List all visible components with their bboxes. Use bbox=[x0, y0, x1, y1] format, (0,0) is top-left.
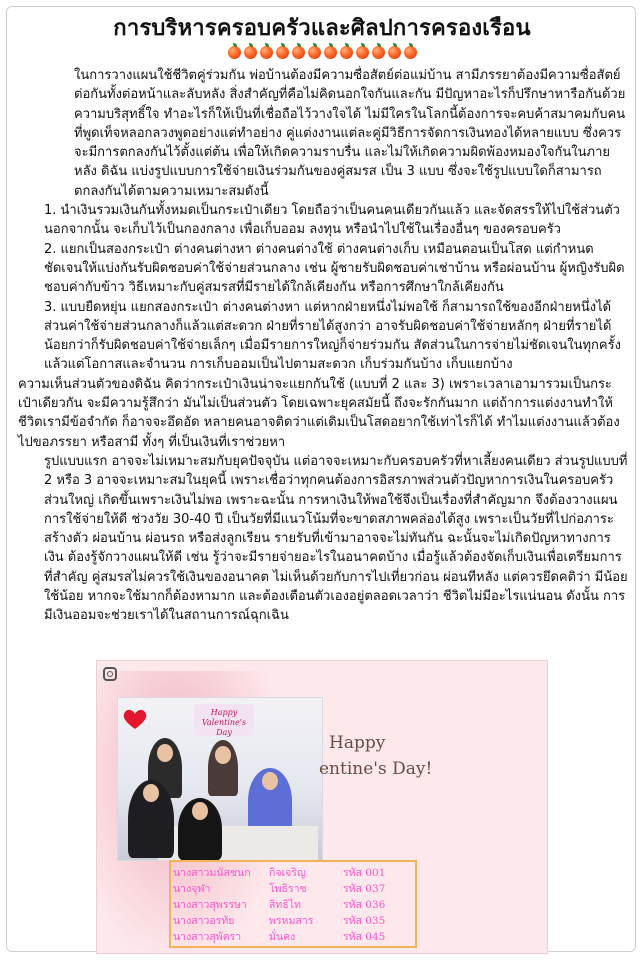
intro-paragraph: ในการวางแผนใช้ชีวิตคู่ร่วมกัน พ่อบ้านต้องมีความซื่อสัตย์ต่อแม่บ้าน สามีภรรยาต้องมีความซื่อสัตย์ต่อกันทั้งต่อหน้าและลับหลัง สิ่งสำคัญที่คือไม่คิดนอกใจกันและกัน มีปัญหาอะไรก็ปรึกษาหารือกันด้วยความบริสุทธิ์ใจ ทำอะไรก็ให้เป็นที่เชื่อถือไว้วางใจได้ ไม่มีใครในโลกนี้ต้องการจะคบค้าสมาคมกับคนที่พูดเท็จหลอกลวงพูดอย่างแต่ทำอย่าง คู่แต่งงานแต่ละคู่มีวิธีการจัดการเงินทองได้หลายแบบ ซึ่งควรจะมีการตกลงกันไว้ตั้งแต่ต้น เพื่อให้เกิดความราบรื่น และไม่ให้เกิดความผิดพ้องหมองใจกันในภายหลัง ดิฉัน แบ่งรูปแบบการใช้จ่ายเงินร่วมกันของคู่สมรส เป็น 3 แบบ ซึ่งจะใช้รูปแบบใดก็สามารถตกลงกันได้ตามความเหมาะสมดังนี้ bbox=[74, 68, 626, 199]
member-row bbox=[173, 881, 409, 897]
face bbox=[215, 746, 231, 764]
method-3-paragraph: 3. แบบยืดหยุ่น แยกสองกระเป๋า ต่างคนต่างหา แต่หากฝ่ายหนึ่งไม่พอใช้ ก็สามารถใช้ของอีกฝ่ายหนึ่งได้ ส่วนค่าใช้จ่ายส่วนกลางก็แล้วแต่สะดวก ฝ่ายที่รายได้สูงกว่า อาจรับผิดชอบค่าใช้จ่ายหลักๆ ฝ่ายที่รายได้น้อยกว่าก็รับผิดชอบค่าใช้จ่ายเล็กๆ เมื่อมีรายการใหญ่ก็จ่ายร่วมกัน สัดส่วนในการจ่ายไม่ชัดเจนในทุกครั้ง แล้วแต่โอกาสและจำนวน การเก็บออมเป็นไปตามสะดวก เก็บร่วมกันบ้าง เก็บแยกบ้าง bbox=[44, 299, 621, 373]
apple-icon bbox=[340, 46, 353, 59]
apple-icon bbox=[372, 46, 385, 59]
member-surname: มั่นคง bbox=[269, 931, 296, 943]
face bbox=[143, 784, 159, 802]
apple-decoration-row bbox=[0, 42, 644, 62]
apple-icon bbox=[260, 46, 273, 59]
face bbox=[192, 802, 208, 820]
member-name: นางสาวสุพัตรา bbox=[173, 931, 242, 943]
member-row bbox=[173, 865, 409, 881]
face bbox=[262, 772, 278, 790]
member-code: รหัส 001 bbox=[343, 867, 386, 879]
opinion-paragraph: ความเห็นส่วนตัวของดิฉัน คิดว่ากระเป๋าเงินน่าจะแยกกันใช้ (แบบที่ 2 และ 3) เพราะเวลาเอามารวมเป็นกระเป๋าเดียวกัน จะมีความรู้สึกว่า มันไม่เป็นส่วนตัว โดยเฉพาะยุคสมัยนี้ ถึงจะรักกันมาก แต่ถ้าการแต่งงานทำให้ชีวิตเรามีข้อจำกัด ก็อาจจะอึดอัด หลายคนอาจติดว่าแต่เดิมเป็นโสดอยากใช้เท่าไรก็ได้ ทำไมแต่งงานแล้วต้องไปขอภรรยา หรือสามี ทั้งๆ ที่เป็นเงินที่เราช่วยหา bbox=[18, 376, 620, 450]
greeting-line-1: Happy bbox=[329, 733, 386, 753]
valentine-photo-card bbox=[96, 660, 548, 954]
camera-icon bbox=[103, 667, 117, 681]
method-2-paragraph: 2. แยกเป็นสองกระเป๋า ต่างคนต่างหา ต่างคนต่างใช้ ต่างคนต่างเก็บ เหมือนตอนเป็นโสด แต่กำหนดชัดเจนให้แบ่งกันรับผิดชอบค่าใช้จ่ายส่วนกลาง เช่น ผู้ชายรับผิดชอบค่าเช่าบ้าน หรือผ่อนบ้าน ผู้หญิงรับผิดชอบค่ากับข้าว วิธีเหมาะกับคู่สมรสที่มีรายได้ใกล้เคียงกัน หรือการศึกษาใกล้เคียงกัน bbox=[44, 241, 625, 296]
member-code: รหัส 035 bbox=[343, 915, 386, 927]
apple-icon bbox=[324, 46, 337, 59]
apple-icon bbox=[388, 46, 401, 59]
greeting-line-2: entine's Day! bbox=[319, 759, 433, 779]
member-surname: พรหมสาร bbox=[269, 915, 314, 927]
apple-icon bbox=[228, 46, 241, 59]
apple-icon bbox=[356, 46, 369, 59]
member-name: นางสาวอรทัย bbox=[173, 915, 235, 927]
member-code: รหัส 036 bbox=[343, 899, 386, 911]
valentine-sign bbox=[194, 704, 254, 736]
member-name: นางจุฬา bbox=[173, 883, 211, 895]
article-body bbox=[18, 66, 630, 626]
member-code: รหัส 045 bbox=[343, 931, 386, 943]
member-row bbox=[173, 929, 409, 945]
group-photo bbox=[117, 697, 323, 861]
member-surname: โพธิราช bbox=[269, 883, 307, 895]
apple-icon bbox=[308, 46, 321, 59]
apple-icon bbox=[244, 46, 257, 59]
heart-icon bbox=[122, 708, 148, 730]
member-surname: กิจเจริญ bbox=[269, 867, 306, 879]
member-surname: สิทธิไท bbox=[269, 899, 301, 911]
member-row bbox=[173, 913, 409, 929]
apple-icon bbox=[276, 46, 289, 59]
conclusion-paragraph: รูปแบบแรก อาจจะไม่เหมาะสมกับยุคปัจจุบัน แต่อาจจะเหมาะกับครอบครัวที่หาเลี้ยงคนเดียว ส่วนรูปแบบที่ 2 หรือ 3 อาจจะเหมาะสมในยุคนี้ เพราะเชื่อว่าทุกคนต้องการอิสรภาพส่วนตัวปัญหาการเงินในครอบครัวส่วนใหญ่ เกิดขึ้นเพราะเงินไม่พอ เพราะฉะนั้น การหาเงินให้พอใช้จึงเป็นเรื่องที่สำคัญมาก จึงต้องวางแผนการใช้จ่ายให้ดี ช่วงวัย 30-40 ปี เป็นวัยที่มีแนวโน้มที่จะขาดสภาพคล่องได้สูง เพราะเป็นวัยที่ไปก่อภาระ สร้างตัว ผ่อนบ้าน ผ่อนรถ หรือส่งลูกเรียน รายรับที่เข้ามาอาจจะไม่ทันกัน ฉะนั้นจะไม่เกิดปัญหาทางการเงิน ต้องรู้จักวางแผนให้ดี เช่น รู้ว่าจะมีรายจ่ายอะไรในอนาคตบ้าง เมื่อรู้แล้วต้องจัดเก็บเงินเพื่อเตรียมการที่สำคัญ คู่สมรสไม่ควรใช้เงินของอนาคต ไม่เห็นด้วยกับการไปเที่ยวก่อน ผ่อนทีหลัง แต่ควรยึดคติว่า มีน้อยใช้น้อย หากจะใช้มากก็ต้องหามาก และต้องเตือนตัวเองอยู่ตลอดเวลาว่า ชีวิตไม่มีอะไรแน่นอน ดังนั้น การมีเงินออมจะช่วยเราได้ในสถานการณ์ฉุกเฉิน bbox=[44, 453, 628, 624]
method-1-paragraph: 1. นำเงินรวมเงินกันทั้งหมดเป็นกระเป๋าเดียว โดยถือว่าเป็นคนคนเดียวกันแล้ว และจัดสรรให้ไปใช้ส่วนตัว นอกจากนั้น จะเก็บไว้เป็นกองกลาง เพื่อเก็บออม ลงทุน หรือนำไปใช้ในเรื่องอื่นๆ ของครอบครัว bbox=[44, 203, 620, 238]
apple-icon bbox=[404, 46, 417, 59]
page-title: การบริหารครอบครัวและศิลปการครองเรือน bbox=[113, 16, 531, 41]
member-name: นางสาวมนัสชนก bbox=[173, 867, 251, 879]
face bbox=[157, 744, 173, 762]
member-code: รหัส 037 bbox=[343, 883, 386, 895]
member-name: นางสาวสุพรรษา bbox=[173, 899, 247, 911]
valentine-sign-text: Happy Valentine's Day bbox=[201, 708, 247, 737]
apple-icon bbox=[292, 46, 305, 59]
member-row bbox=[173, 897, 409, 913]
